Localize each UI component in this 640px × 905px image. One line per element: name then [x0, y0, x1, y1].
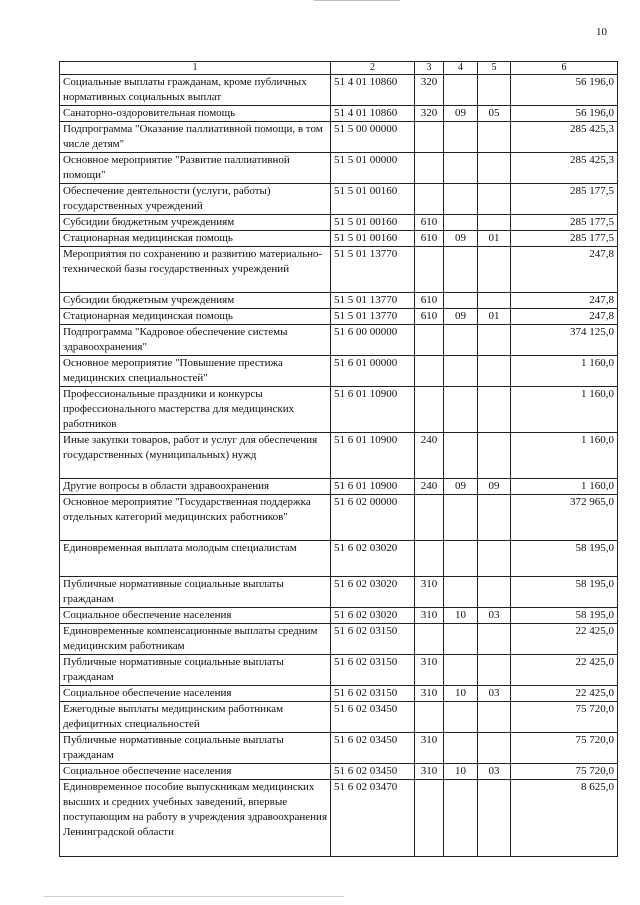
scan-edge-mark: [314, 0, 400, 1]
cell-vr: [415, 247, 444, 293]
cell-name: Стационарная медицинская помощь: [60, 231, 331, 247]
cell-code: 51 5 01 13770: [331, 309, 415, 325]
cell-pr: [478, 577, 511, 608]
cell-amount: 1 160,0: [511, 479, 618, 495]
cell-code: 51 6 01 00000: [331, 356, 415, 387]
cell-code: 51 6 02 03150: [331, 624, 415, 655]
cell-amount: 56 196,0: [511, 106, 618, 122]
cell-name: Ежегодные выплаты медицинским работникам дефицитных специальностей: [60, 702, 331, 733]
table-row: [60, 184, 618, 215]
cell-name: Профессиональные праздники и конкурсы профессионального мастерства для медицинских работников: [60, 387, 331, 433]
table-row: [60, 655, 618, 686]
cell-code: 51 6 02 03020: [331, 608, 415, 624]
cell-vr: 240: [415, 479, 444, 495]
table-row: [60, 122, 618, 153]
cell-rz: [444, 75, 478, 106]
cell-rz: [444, 733, 478, 764]
cell-pr: [478, 325, 511, 356]
cell-code: 51 5 01 13770: [331, 247, 415, 293]
cell-vr: 610: [415, 231, 444, 247]
cell-pr: [478, 184, 511, 215]
cell-vr: [415, 356, 444, 387]
cell-vr: 310: [415, 577, 444, 608]
cell-pr: [478, 780, 511, 857]
table-row: [60, 231, 618, 247]
header-cell: 6: [511, 62, 618, 75]
table-row: [60, 325, 618, 356]
cell-amount: 285 425,3: [511, 122, 618, 153]
cell-pr: [478, 122, 511, 153]
cell-amount: 22 425,0: [511, 686, 618, 702]
cell-rz: [444, 325, 478, 356]
cell-code: 51 6 01 10900: [331, 479, 415, 495]
cell-name: Подпрограмма "Оказание паллиативной помощи, в том числе детям": [60, 122, 331, 153]
cell-name: Единовременная выплата молодым специалистам: [60, 541, 331, 577]
cell-code: 51 6 02 03450: [331, 764, 415, 780]
table-row: [60, 75, 618, 106]
header-cell: 1: [60, 62, 331, 75]
cell-pr: 03: [478, 686, 511, 702]
cell-name: Социальное обеспечение населения: [60, 608, 331, 624]
cell-pr: [478, 702, 511, 733]
cell-vr: 610: [415, 309, 444, 325]
header-cell: 2: [331, 62, 415, 75]
header-cell: 5: [478, 62, 511, 75]
cell-rz: [444, 577, 478, 608]
cell-vr: 310: [415, 764, 444, 780]
cell-pr: 01: [478, 231, 511, 247]
cell-rz: [444, 215, 478, 231]
cell-amount: 1 160,0: [511, 387, 618, 433]
cell-code: 51 6 01 10900: [331, 387, 415, 433]
cell-amount: 285 177,5: [511, 184, 618, 215]
table-row: [60, 577, 618, 608]
cell-rz: [444, 247, 478, 293]
cell-code: 51 5 01 00000: [331, 153, 415, 184]
cell-vr: 320: [415, 75, 444, 106]
cell-name: Основное мероприятие "Повышение престижа медицинских специальностей": [60, 356, 331, 387]
cell-rz: [444, 624, 478, 655]
cell-code: 51 5 00 00000: [331, 122, 415, 153]
cell-amount: 22 425,0: [511, 624, 618, 655]
table-row: [60, 153, 618, 184]
cell-pr: 05: [478, 106, 511, 122]
cell-name: Единовременное пособие выпускникам медицинских высших и средних учебных заведений, впервые поступающим на работу в учреждения здравоохранения Ленинградской области: [60, 780, 331, 857]
cell-name: Обеспечение деятельности (услуги, работы) государственных учреждений: [60, 184, 331, 215]
cell-name: Субсидии бюджетным учреждениям: [60, 293, 331, 309]
cell-amount: 247,8: [511, 247, 618, 293]
cell-rz: [444, 495, 478, 541]
cell-name: Единовременные компенсационные выплаты средним медицинским работникам: [60, 624, 331, 655]
cell-pr: 09: [478, 479, 511, 495]
cell-vr: 310: [415, 733, 444, 764]
cell-pr: [478, 624, 511, 655]
cell-vr: 240: [415, 433, 444, 479]
cell-pr: [478, 153, 511, 184]
cell-pr: [478, 293, 511, 309]
table-row: [60, 686, 618, 702]
cell-rz: 09: [444, 479, 478, 495]
cell-vr: [415, 624, 444, 655]
budget-table: [59, 61, 618, 857]
cell-rz: [444, 387, 478, 433]
cell-vr: 320: [415, 106, 444, 122]
cell-code: 51 6 02 03450: [331, 733, 415, 764]
cell-vr: [415, 153, 444, 184]
cell-code: 51 6 02 00000: [331, 495, 415, 541]
cell-amount: 247,8: [511, 293, 618, 309]
cell-rz: [444, 433, 478, 479]
cell-pr: 01: [478, 309, 511, 325]
cell-amount: 372 965,0: [511, 495, 618, 541]
header-row: [60, 62, 618, 75]
table-row: [60, 433, 618, 479]
cell-name: Подпрограмма "Кадровое обеспечение системы здравоохранения": [60, 325, 331, 356]
header-cell: 4: [444, 62, 478, 75]
cell-vr: [415, 184, 444, 215]
cell-name: Иные закупки товаров, работ и услуг для обеспечения государственных (муниципальных) нужд: [60, 433, 331, 479]
cell-name: Другие вопросы в области здравоохранения: [60, 479, 331, 495]
table-row: [60, 293, 618, 309]
cell-rz: [444, 541, 478, 577]
cell-code: 51 5 01 00160: [331, 215, 415, 231]
cell-pr: [478, 655, 511, 686]
cell-code: 51 4 01 10860: [331, 106, 415, 122]
cell-amount: 1 160,0: [511, 356, 618, 387]
cell-amount: 285 425,3: [511, 153, 618, 184]
cell-rz: 10: [444, 686, 478, 702]
cell-vr: 310: [415, 655, 444, 686]
cell-rz: [444, 702, 478, 733]
scan-edge-mark: [44, 896, 344, 897]
cell-pr: [478, 75, 511, 106]
table-row: [60, 247, 618, 293]
cell-pr: 03: [478, 608, 511, 624]
cell-amount: 247,8: [511, 309, 618, 325]
cell-amount: 75 720,0: [511, 764, 618, 780]
table-row: [60, 541, 618, 577]
cell-rz: [444, 780, 478, 857]
table-row: [60, 495, 618, 541]
cell-vr: [415, 387, 444, 433]
cell-code: 51 6 02 03470: [331, 780, 415, 857]
cell-rz: [444, 184, 478, 215]
cell-rz: [444, 655, 478, 686]
cell-rz: [444, 293, 478, 309]
table-row: [60, 733, 618, 764]
cell-amount: 58 195,0: [511, 541, 618, 577]
cell-name: Стационарная медицинская помощь: [60, 309, 331, 325]
table-row: [60, 780, 618, 857]
table-row: [60, 215, 618, 231]
cell-vr: [415, 122, 444, 153]
cell-vr: 310: [415, 686, 444, 702]
cell-pr: [478, 433, 511, 479]
table-row: [60, 624, 618, 655]
cell-code: 51 6 01 10900: [331, 433, 415, 479]
cell-amount: 75 720,0: [511, 702, 618, 733]
cell-amount: 22 425,0: [511, 655, 618, 686]
cell-name: Субсидии бюджетным учреждениям: [60, 215, 331, 231]
cell-pr: [478, 541, 511, 577]
cell-code: 51 6 02 03020: [331, 577, 415, 608]
cell-name: Санаторно-оздоровительная помощь: [60, 106, 331, 122]
cell-code: 51 6 02 03150: [331, 655, 415, 686]
table-row: [60, 608, 618, 624]
cell-code: 51 6 02 03150: [331, 686, 415, 702]
cell-rz: 10: [444, 608, 478, 624]
cell-amount: 8 625,0: [511, 780, 618, 857]
cell-pr: [478, 387, 511, 433]
cell-vr: [415, 780, 444, 857]
cell-code: 51 5 01 13770: [331, 293, 415, 309]
cell-name: Публичные нормативные социальные выплаты гражданам: [60, 577, 331, 608]
cell-amount: 374 125,0: [511, 325, 618, 356]
cell-amount: 75 720,0: [511, 733, 618, 764]
table-row: [60, 479, 618, 495]
cell-pr: 03: [478, 764, 511, 780]
header-cell: 3: [415, 62, 444, 75]
cell-code: 51 5 01 00160: [331, 184, 415, 215]
cell-name: Основное мероприятие "Развитие паллиативной помощи": [60, 153, 331, 184]
cell-rz: 10: [444, 764, 478, 780]
table-row: [60, 356, 618, 387]
cell-rz: 09: [444, 106, 478, 122]
cell-code: 51 4 01 10860: [331, 75, 415, 106]
cell-code: 51 6 00 00000: [331, 325, 415, 356]
cell-rz: [444, 356, 478, 387]
table-row: [60, 387, 618, 433]
table-row: [60, 309, 618, 325]
cell-vr: 610: [415, 293, 444, 309]
cell-vr: [415, 541, 444, 577]
cell-rz: 09: [444, 231, 478, 247]
cell-name: Мероприятия по сохранению и развитию материально-технической базы государственных учреждений: [60, 247, 331, 293]
cell-pr: [478, 733, 511, 764]
cell-name: Социальное обеспечение населения: [60, 764, 331, 780]
cell-pr: [478, 495, 511, 541]
cell-rz: 09: [444, 309, 478, 325]
cell-amount: 58 195,0: [511, 577, 618, 608]
cell-rz: [444, 153, 478, 184]
cell-amount: 58 195,0: [511, 608, 618, 624]
table-row: [60, 106, 618, 122]
page-number: 10: [596, 26, 607, 38]
cell-amount: 285 177,5: [511, 215, 618, 231]
table-row: [60, 764, 618, 780]
cell-name: Основное мероприятие "Государственная поддержка отдельных категорий медицинских работников": [60, 495, 331, 541]
cell-name: Публичные нормативные социальные выплаты гражданам: [60, 733, 331, 764]
cell-code: 51 6 02 03020: [331, 541, 415, 577]
cell-name: Социальные выплаты гражданам, кроме публичных нормативных социальных выплат: [60, 75, 331, 106]
cell-code: 51 6 02 03450: [331, 702, 415, 733]
cell-vr: 610: [415, 215, 444, 231]
cell-name: Социальное обеспечение населения: [60, 686, 331, 702]
cell-amount: 1 160,0: [511, 433, 618, 479]
cell-pr: [478, 247, 511, 293]
cell-pr: [478, 356, 511, 387]
cell-rz: [444, 122, 478, 153]
cell-name: Публичные нормативные социальные выплаты гражданам: [60, 655, 331, 686]
table-row: [60, 702, 618, 733]
cell-vr: [415, 325, 444, 356]
cell-amount: 285 177,5: [511, 231, 618, 247]
cell-vr: 310: [415, 608, 444, 624]
cell-vr: [415, 702, 444, 733]
cell-vr: [415, 495, 444, 541]
cell-amount: 56 196,0: [511, 75, 618, 106]
cell-pr: [478, 215, 511, 231]
cell-code: 51 5 01 00160: [331, 231, 415, 247]
